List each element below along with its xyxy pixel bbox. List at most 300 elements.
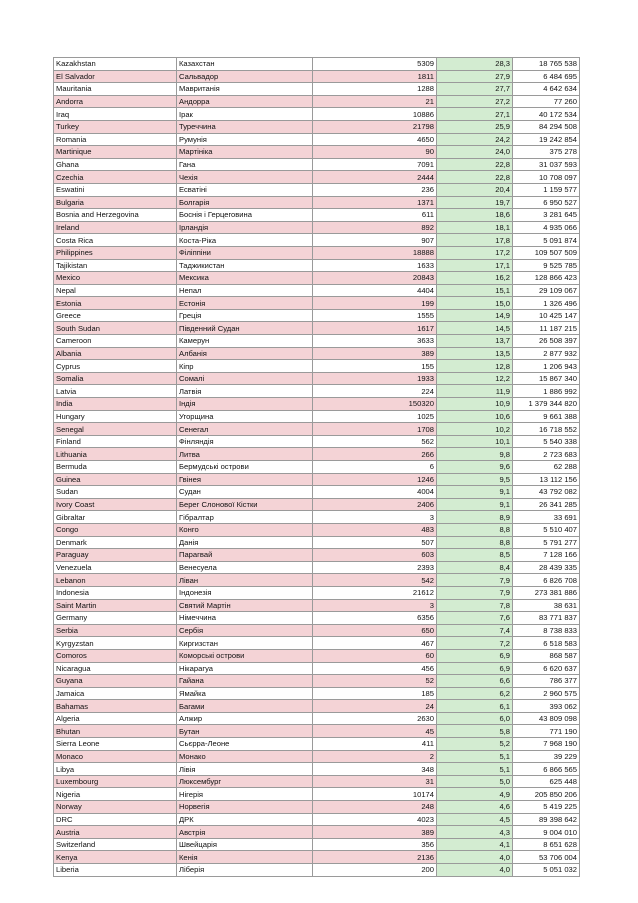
value-cell: 10174 — [313, 788, 437, 801]
table-row — [54, 183, 580, 196]
population-cell: 2 960 575 — [513, 687, 580, 700]
percent-cell: 8,8 — [437, 523, 513, 536]
table-row — [54, 523, 580, 536]
country-name-ua: Норвегія — [177, 801, 313, 814]
value-cell: 467 — [313, 637, 437, 650]
value-cell: 248 — [313, 801, 437, 814]
population-cell: 28 439 335 — [513, 561, 580, 574]
country-name-en: Luxembourg — [54, 775, 177, 788]
table-row — [54, 234, 580, 247]
population-cell: 26 508 397 — [513, 335, 580, 348]
country-name-en: Philippines — [54, 246, 177, 259]
population-cell: 1 886 992 — [513, 385, 580, 398]
value-cell: 483 — [313, 523, 437, 536]
value-cell: 150320 — [313, 398, 437, 411]
country-name-en: Mexico — [54, 272, 177, 285]
population-cell: 31 037 593 — [513, 158, 580, 171]
population-cell: 771 190 — [513, 725, 580, 738]
value-cell: 1617 — [313, 322, 437, 335]
country-name-ua: Фінляндія — [177, 435, 313, 448]
country-name-en: Kyrgyzstan — [54, 637, 177, 650]
country-name-ua: Алжир — [177, 712, 313, 725]
value-cell: 542 — [313, 574, 437, 587]
country-name-ua: Ірак — [177, 108, 313, 121]
value-cell: 224 — [313, 385, 437, 398]
value-cell: 507 — [313, 536, 437, 549]
country-name-ua: Австрія — [177, 826, 313, 839]
value-cell: 1933 — [313, 372, 437, 385]
population-cell: 273 381 886 — [513, 586, 580, 599]
population-cell: 7 968 190 — [513, 738, 580, 751]
percent-cell: 12,2 — [437, 372, 513, 385]
population-cell: 8 651 628 — [513, 838, 580, 851]
value-cell: 185 — [313, 687, 437, 700]
country-name-ua: Коста-Ріка — [177, 234, 313, 247]
value-cell: 650 — [313, 624, 437, 637]
table-row — [54, 423, 580, 436]
percent-cell: 17,8 — [437, 234, 513, 247]
value-cell: 5309 — [313, 58, 437, 71]
value-cell: 21798 — [313, 120, 437, 133]
population-cell: 33 691 — [513, 511, 580, 524]
value-cell: 18888 — [313, 246, 437, 259]
country-name-ua: Ірландія — [177, 221, 313, 234]
percent-cell: 22,8 — [437, 158, 513, 171]
table-row — [54, 221, 580, 234]
table-row — [54, 146, 580, 159]
country-name-ua: Бермудські острови — [177, 461, 313, 474]
population-cell: 5 419 225 — [513, 801, 580, 814]
table-row — [54, 712, 580, 725]
table-row — [54, 120, 580, 133]
country-name-ua: Сьєрра-Леоне — [177, 738, 313, 751]
table-row — [54, 133, 580, 146]
country-name-en: Congo — [54, 523, 177, 536]
percent-cell: 10,6 — [437, 410, 513, 423]
value-cell: 20843 — [313, 272, 437, 285]
table-row — [54, 738, 580, 751]
value-cell: 199 — [313, 297, 437, 310]
country-name-ua: Данія — [177, 536, 313, 549]
percent-cell: 9,1 — [437, 486, 513, 499]
population-cell: 6 950 527 — [513, 196, 580, 209]
population-cell: 9 525 785 — [513, 259, 580, 272]
percent-cell: 9,6 — [437, 461, 513, 474]
percent-cell: 14,9 — [437, 309, 513, 322]
percent-cell: 20,4 — [437, 183, 513, 196]
country-name-ua: Туреччина — [177, 120, 313, 133]
country-name-en: Liberia — [54, 864, 177, 877]
country-name-ua: Сомалі — [177, 372, 313, 385]
population-cell: 2 723 683 — [513, 448, 580, 461]
value-cell: 6 — [313, 461, 437, 474]
value-cell: 1811 — [313, 70, 437, 83]
table-row — [54, 385, 580, 398]
value-cell: 24 — [313, 700, 437, 713]
country-name-ua: Греція — [177, 309, 313, 322]
country-name-ua: Чехія — [177, 171, 313, 184]
table-row — [54, 725, 580, 738]
country-name-ua: Кіпр — [177, 360, 313, 373]
percent-cell: 4,0 — [437, 851, 513, 864]
country-name-en: Bosnia and Herzegovina — [54, 209, 177, 222]
country-name-ua: Індія — [177, 398, 313, 411]
value-cell: 1555 — [313, 309, 437, 322]
value-cell: 3 — [313, 599, 437, 612]
country-name-en: Finland — [54, 435, 177, 448]
country-name-en: Somalia — [54, 372, 177, 385]
country-name-ua: Люксембург — [177, 775, 313, 788]
percent-cell: 6,1 — [437, 700, 513, 713]
table-row — [54, 473, 580, 486]
country-name-en: Hungary — [54, 410, 177, 423]
percent-cell: 7,9 — [437, 574, 513, 587]
value-cell: 3 — [313, 511, 437, 524]
table-row — [54, 561, 580, 574]
value-cell: 2406 — [313, 498, 437, 511]
value-cell: 1246 — [313, 473, 437, 486]
country-name-en: Norway — [54, 801, 177, 814]
value-cell: 348 — [313, 763, 437, 776]
value-cell: 907 — [313, 234, 437, 247]
country-name-ua: Гібралтар — [177, 511, 313, 524]
country-name-en: Albania — [54, 347, 177, 360]
value-cell: 52 — [313, 675, 437, 688]
population-cell: 43 792 082 — [513, 486, 580, 499]
table-row — [54, 435, 580, 448]
percent-cell: 27,7 — [437, 83, 513, 96]
value-cell: 155 — [313, 360, 437, 373]
value-cell: 4004 — [313, 486, 437, 499]
population-cell: 83 771 837 — [513, 612, 580, 625]
country-name-en: Iraq — [54, 108, 177, 121]
table-row — [54, 297, 580, 310]
population-cell: 205 850 206 — [513, 788, 580, 801]
country-name-en: Venezuela — [54, 561, 177, 574]
population-cell: 11 187 215 — [513, 322, 580, 335]
country-name-ua: Киргизстан — [177, 637, 313, 650]
country-name-ua: Кенія — [177, 851, 313, 864]
country-name-ua: Гана — [177, 158, 313, 171]
table-row — [54, 309, 580, 322]
percent-cell: 5,1 — [437, 750, 513, 763]
country-table — [53, 57, 580, 877]
percent-cell: 27,9 — [437, 70, 513, 83]
value-cell: 10886 — [313, 108, 437, 121]
country-name-en: Lebanon — [54, 574, 177, 587]
percent-cell: 9,5 — [437, 473, 513, 486]
country-name-en: Latvia — [54, 385, 177, 398]
table-row — [54, 448, 580, 461]
country-name-en: Mauritania — [54, 83, 177, 96]
country-name-ua: Лівія — [177, 763, 313, 776]
country-name-en: Bulgaria — [54, 196, 177, 209]
table-row — [54, 813, 580, 826]
country-name-ua: Філіппіни — [177, 246, 313, 259]
table-row — [54, 864, 580, 877]
country-name-en: Bermuda — [54, 461, 177, 474]
value-cell: 2393 — [313, 561, 437, 574]
population-cell: 18 765 538 — [513, 58, 580, 71]
country-name-en: Czechia — [54, 171, 177, 184]
country-name-en: Cyprus — [54, 360, 177, 373]
percent-cell: 5,1 — [437, 763, 513, 776]
value-cell: 562 — [313, 435, 437, 448]
country-name-ua: Латвія — [177, 385, 313, 398]
population-cell: 15 867 340 — [513, 372, 580, 385]
table-row — [54, 851, 580, 864]
country-name-ua: Монако — [177, 750, 313, 763]
percent-cell: 4,3 — [437, 826, 513, 839]
percent-cell: 9,8 — [437, 448, 513, 461]
country-name-en: Eswatini — [54, 183, 177, 196]
country-name-ua: Албанія — [177, 347, 313, 360]
population-cell: 9 661 388 — [513, 410, 580, 423]
percent-cell: 4,1 — [437, 838, 513, 851]
population-cell: 8 738 833 — [513, 624, 580, 637]
country-name-en: Ireland — [54, 221, 177, 234]
country-name-ua: Швейцарія — [177, 838, 313, 851]
percent-cell: 17,1 — [437, 259, 513, 272]
population-cell: 62 288 — [513, 461, 580, 474]
percent-cell: 4,9 — [437, 788, 513, 801]
value-cell: 4650 — [313, 133, 437, 146]
value-cell: 60 — [313, 649, 437, 662]
country-name-ua: Ямайка — [177, 687, 313, 700]
value-cell: 45 — [313, 725, 437, 738]
population-cell: 109 507 509 — [513, 246, 580, 259]
table-row — [54, 599, 580, 612]
percent-cell: 7,8 — [437, 599, 513, 612]
percent-cell: 10,1 — [437, 435, 513, 448]
country-name-en: Austria — [54, 826, 177, 839]
country-name-en: Senegal — [54, 423, 177, 436]
country-name-en: Sierra Leone — [54, 738, 177, 751]
country-name-en: Turkey — [54, 120, 177, 133]
percent-cell: 8,5 — [437, 549, 513, 562]
table-row — [54, 750, 580, 763]
value-cell: 200 — [313, 864, 437, 877]
population-cell: 1 159 577 — [513, 183, 580, 196]
country-name-ua: Коморські острови — [177, 649, 313, 662]
country-name-en: Nepal — [54, 284, 177, 297]
table-row — [54, 687, 580, 700]
percent-cell: 28,3 — [437, 58, 513, 71]
table-row — [54, 486, 580, 499]
country-name-en: Kenya — [54, 851, 177, 864]
population-cell: 13 112 156 — [513, 473, 580, 486]
table-row — [54, 246, 580, 259]
percent-cell: 6,0 — [437, 712, 513, 725]
population-cell: 89 398 642 — [513, 813, 580, 826]
country-name-en: DRC — [54, 813, 177, 826]
population-cell: 26 341 285 — [513, 498, 580, 511]
country-name-en: Serbia — [54, 624, 177, 637]
value-cell: 236 — [313, 183, 437, 196]
percent-cell: 27,2 — [437, 95, 513, 108]
population-cell: 2 877 932 — [513, 347, 580, 360]
country-name-en: Saint Martin — [54, 599, 177, 612]
population-cell: 6 620 637 — [513, 662, 580, 675]
table-row — [54, 637, 580, 650]
percent-cell: 13,7 — [437, 335, 513, 348]
table-row — [54, 398, 580, 411]
table-row — [54, 662, 580, 675]
country-name-ua: Сенегал — [177, 423, 313, 436]
table-row — [54, 58, 580, 71]
country-name-en: Estonia — [54, 297, 177, 310]
value-cell: 603 — [313, 549, 437, 562]
percent-cell: 5,2 — [437, 738, 513, 751]
country-name-ua: Таджикистан — [177, 259, 313, 272]
country-name-ua: Есватіні — [177, 183, 313, 196]
percent-cell: 10,2 — [437, 423, 513, 436]
table-row — [54, 498, 580, 511]
table-row — [54, 612, 580, 625]
country-name-en: El Salvador — [54, 70, 177, 83]
table-row — [54, 209, 580, 222]
country-name-ua: Мавританія — [177, 83, 313, 96]
country-name-ua: Румунія — [177, 133, 313, 146]
country-name-ua: Сальвадор — [177, 70, 313, 83]
value-cell: 1633 — [313, 259, 437, 272]
country-name-en: Romania — [54, 133, 177, 146]
percent-cell: 7,2 — [437, 637, 513, 650]
country-name-en: Kazakhstan — [54, 58, 177, 71]
country-name-en: Germany — [54, 612, 177, 625]
value-cell: 411 — [313, 738, 437, 751]
value-cell: 2136 — [313, 851, 437, 864]
value-cell: 6356 — [313, 612, 437, 625]
table-row — [54, 372, 580, 385]
percent-cell: 7,9 — [437, 586, 513, 599]
percent-cell: 25,9 — [437, 120, 513, 133]
population-cell: 10 708 097 — [513, 171, 580, 184]
table-row — [54, 461, 580, 474]
population-cell: 77 260 — [513, 95, 580, 108]
country-name-ua: Угорщина — [177, 410, 313, 423]
population-cell: 10 425 147 — [513, 309, 580, 322]
population-cell: 6 484 695 — [513, 70, 580, 83]
country-name-ua: Сербія — [177, 624, 313, 637]
percent-cell: 8,9 — [437, 511, 513, 524]
population-cell: 43 809 098 — [513, 712, 580, 725]
percent-cell: 18,1 — [437, 221, 513, 234]
country-name-ua: Мартініка — [177, 146, 313, 159]
country-name-ua: Індонезія — [177, 586, 313, 599]
country-name-ua: Гайана — [177, 675, 313, 688]
percent-cell: 6,9 — [437, 649, 513, 662]
percent-cell: 4,5 — [437, 813, 513, 826]
percent-cell: 24,0 — [437, 146, 513, 159]
table-row — [54, 196, 580, 209]
data-sheet — [53, 57, 579, 877]
country-name-ua: Парагвай — [177, 549, 313, 562]
table-row — [54, 763, 580, 776]
percent-cell: 12,8 — [437, 360, 513, 373]
country-name-ua: Камерун — [177, 335, 313, 348]
population-cell: 868 587 — [513, 649, 580, 662]
table-row — [54, 675, 580, 688]
country-name-en: Algeria — [54, 712, 177, 725]
population-cell: 38 631 — [513, 599, 580, 612]
country-name-ua: Святий Мартін — [177, 599, 313, 612]
table-row — [54, 801, 580, 814]
population-cell: 16 718 552 — [513, 423, 580, 436]
percent-cell: 5,8 — [437, 725, 513, 738]
table-row — [54, 347, 580, 360]
value-cell: 389 — [313, 347, 437, 360]
country-name-en: Denmark — [54, 536, 177, 549]
table-row — [54, 70, 580, 83]
country-name-en: Indonesia — [54, 586, 177, 599]
country-name-en: Gibraltar — [54, 511, 177, 524]
country-name-en: Comoros — [54, 649, 177, 662]
population-cell: 40 172 534 — [513, 108, 580, 121]
value-cell: 21 — [313, 95, 437, 108]
population-cell: 5 540 338 — [513, 435, 580, 448]
value-cell: 21612 — [313, 586, 437, 599]
value-cell: 1371 — [313, 196, 437, 209]
country-name-en: Ghana — [54, 158, 177, 171]
percent-cell: 7,4 — [437, 624, 513, 637]
table-row — [54, 649, 580, 662]
country-name-ua: Непал — [177, 284, 313, 297]
value-cell: 356 — [313, 838, 437, 851]
population-cell: 29 109 067 — [513, 284, 580, 297]
table-row — [54, 536, 580, 549]
country-name-en: Tajikistan — [54, 259, 177, 272]
country-name-ua: Судан — [177, 486, 313, 499]
population-cell: 7 128 166 — [513, 549, 580, 562]
population-cell: 39 229 — [513, 750, 580, 763]
percent-cell: 4,6 — [437, 801, 513, 814]
population-cell: 5 510 407 — [513, 523, 580, 536]
table-row — [54, 788, 580, 801]
country-name-ua: Ліберія — [177, 864, 313, 877]
population-cell: 5 091 874 — [513, 234, 580, 247]
percent-cell: 4,0 — [437, 864, 513, 877]
percent-cell: 8,4 — [437, 561, 513, 574]
percent-cell: 6,9 — [437, 662, 513, 675]
country-name-ua: Конго — [177, 523, 313, 536]
percent-cell: 27,1 — [437, 108, 513, 121]
table-row — [54, 83, 580, 96]
country-name-en: Guinea — [54, 473, 177, 486]
population-cell: 1 206 943 — [513, 360, 580, 373]
table-row — [54, 335, 580, 348]
percent-cell: 22,8 — [437, 171, 513, 184]
country-name-ua: Бутан — [177, 725, 313, 738]
percent-cell: 18,6 — [437, 209, 513, 222]
table-row — [54, 322, 580, 335]
value-cell: 7091 — [313, 158, 437, 171]
value-cell: 611 — [313, 209, 437, 222]
value-cell: 892 — [313, 221, 437, 234]
percent-cell: 6,2 — [437, 687, 513, 700]
table-row — [54, 158, 580, 171]
country-name-en: Andorra — [54, 95, 177, 108]
country-name-en: Bahamas — [54, 700, 177, 713]
population-cell: 6 518 583 — [513, 637, 580, 650]
population-cell: 19 242 854 — [513, 133, 580, 146]
value-cell: 2630 — [313, 712, 437, 725]
population-cell: 1 326 496 — [513, 297, 580, 310]
percent-cell: 5,0 — [437, 775, 513, 788]
country-name-en: Switzerland — [54, 838, 177, 851]
table-row — [54, 171, 580, 184]
country-name-en: Greece — [54, 309, 177, 322]
